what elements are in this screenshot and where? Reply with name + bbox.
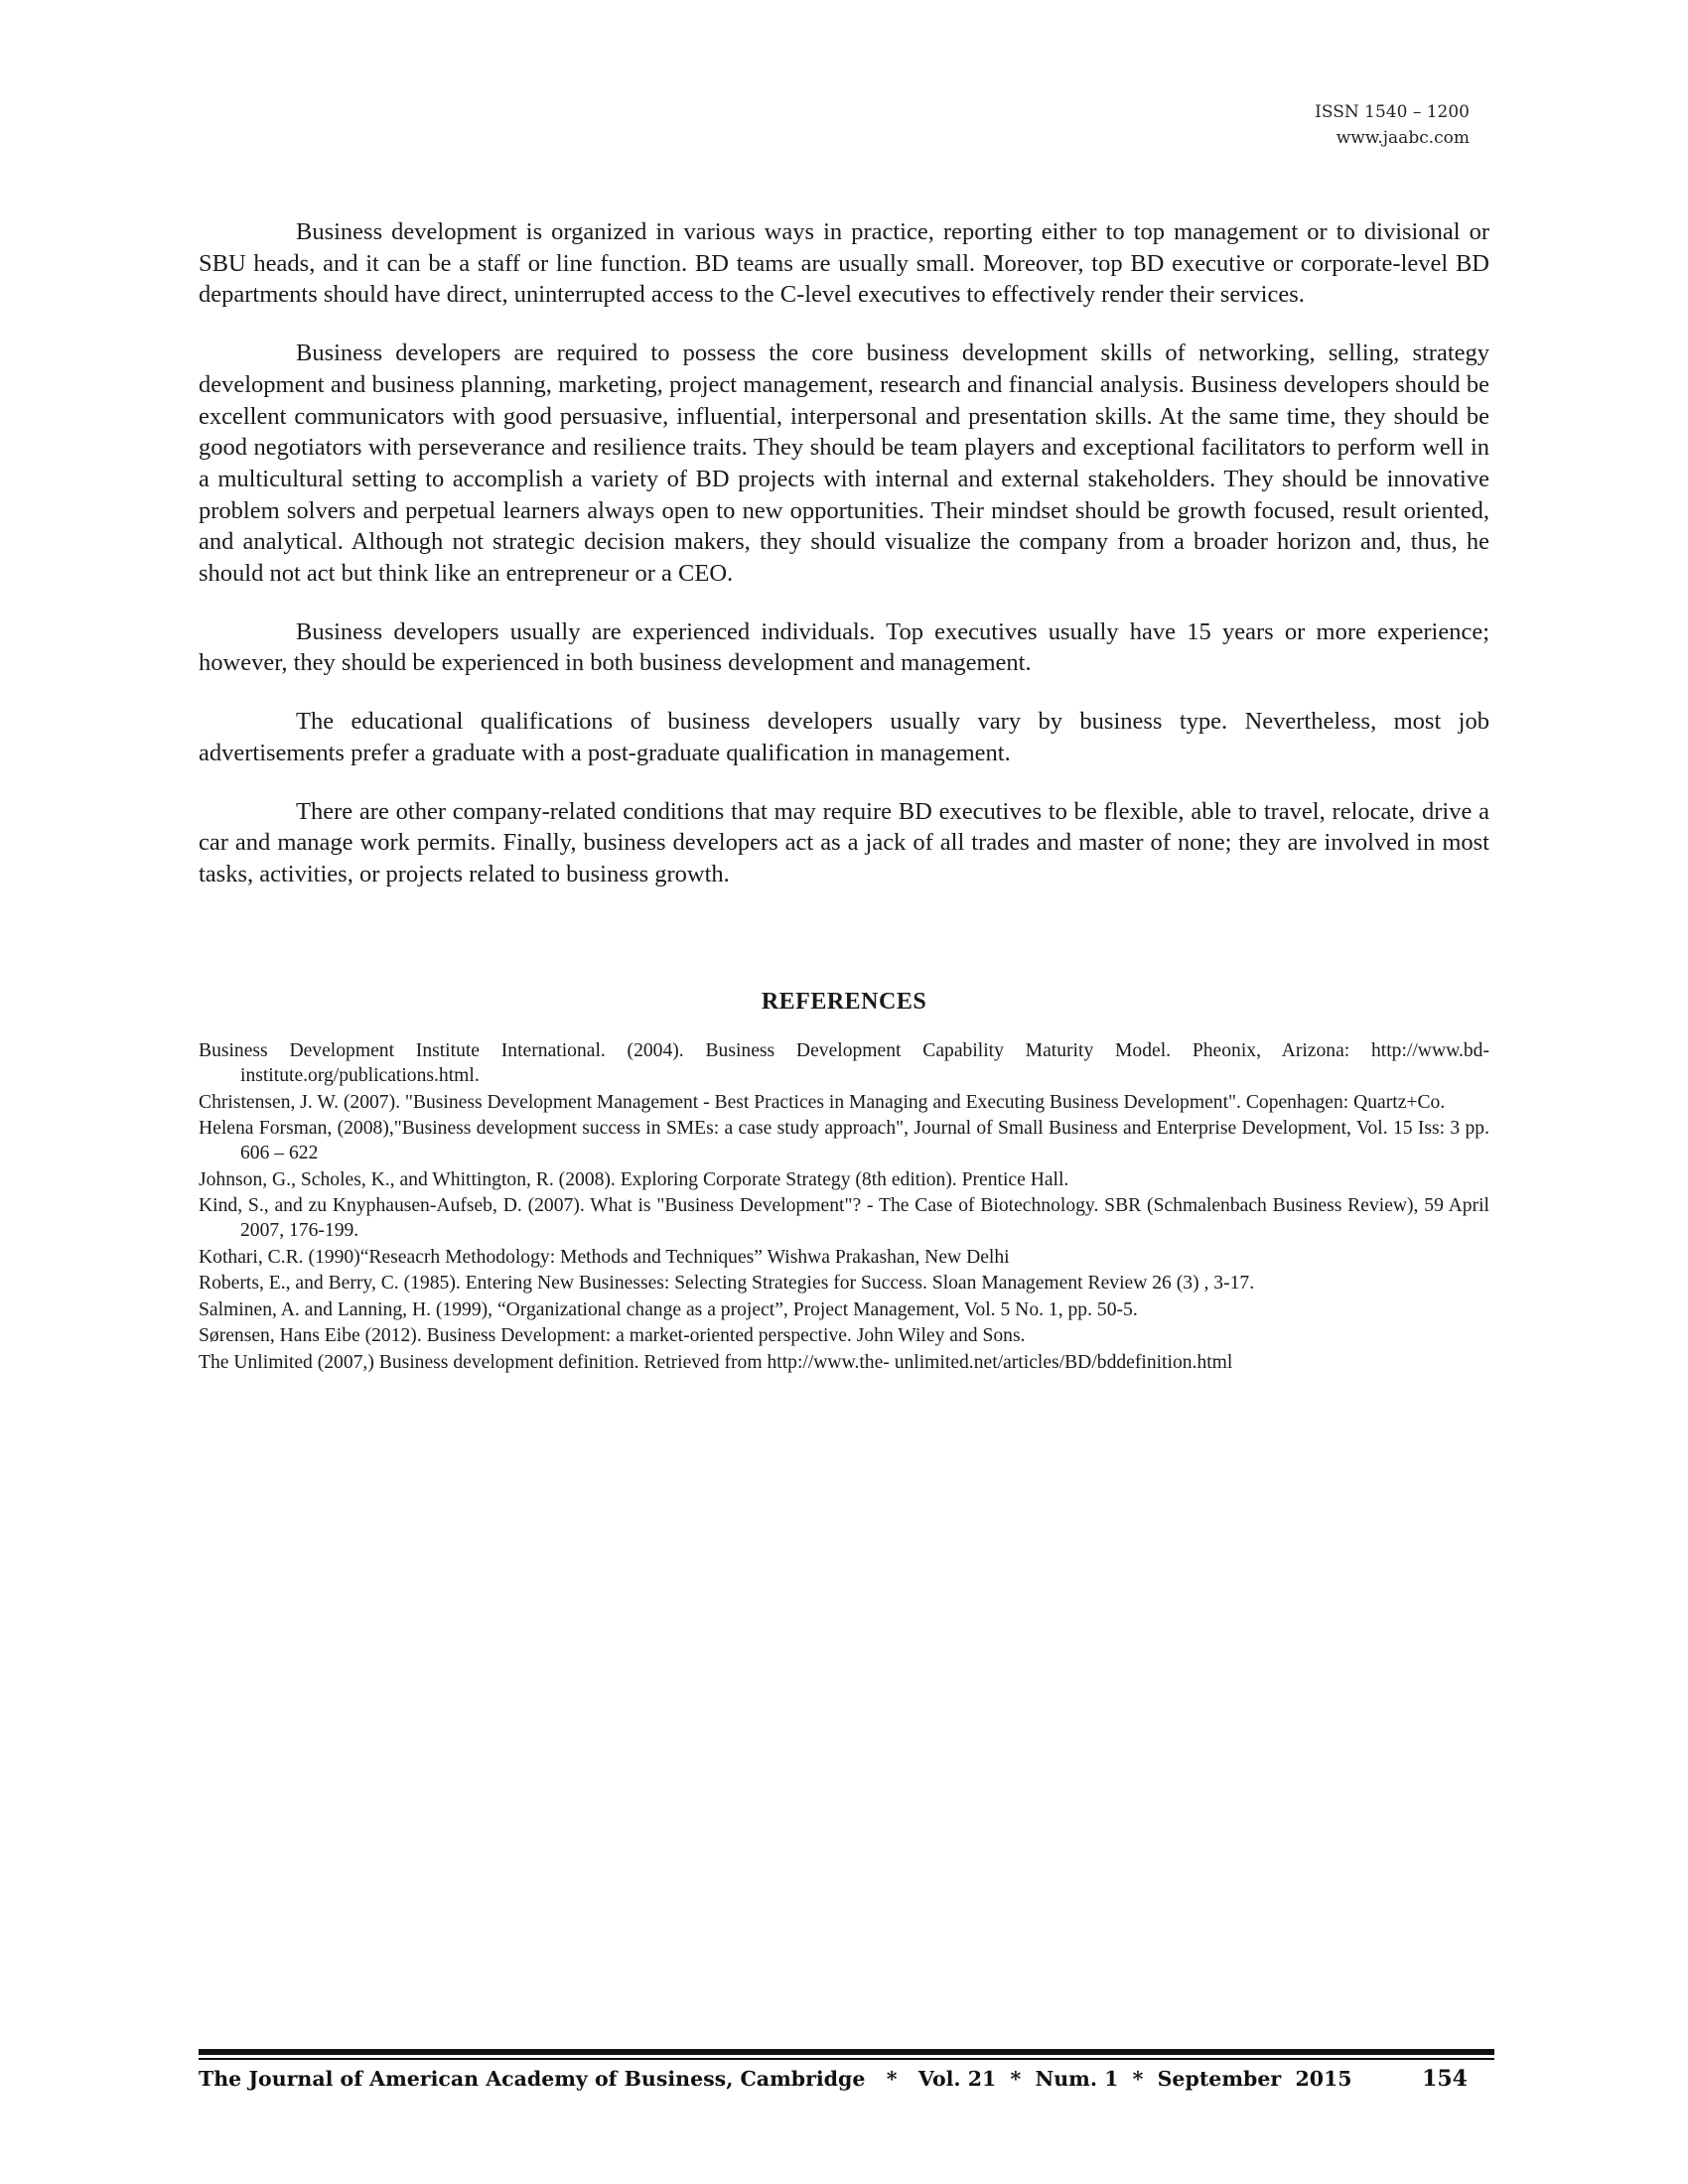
body-paragraph: Business development is organized in various ways in practice, reporting either to top management or to divisional or SBU heads, and it can be a staff or line function. BD teams are usually small. Moreover, top BD executive or corporate-level BD departments should have direct, uninterrupted access to the C-level executives to effectively render their services. [199, 218, 1489, 309]
reference-list [199, 1038, 1489, 1376]
reference-item: Kind, S., and zu Knyphausen-Aufseb, D. (2007). What is "Business Development"? - The Case of Biotechnology. SBR (Schmalenbach Business Review), 59 April 2007, 176-199. [199, 1195, 1489, 1241]
body-text [199, 216, 1489, 917]
body-paragraph: There are other company-related conditions that may require BD executives to be flexible, able to travel, relocate, drive a car and manage work permits. Finally, business developers act as a jack of all trades and master of none; they are involved in most tasks, activities, or projects related to business growth. [199, 797, 1489, 887]
journal-website: www.jaabc.com [1336, 128, 1470, 148]
body-paragraph: Business developers usually are experienced individuals. Top executives usually have 15 years or more experience; however, they should be experienced in both business development and management. [199, 617, 1489, 677]
journal-citation: The Journal of American Academy of Business, Cambridge * Vol. 21 * Num. 1 * September 2015 [199, 2067, 1352, 2091]
reference-item: Helena Forsman, (2008),"Business development success in SMEs: a case study approach", Journal of Small Business and Enterprise Development, Vol. 15 Iss: 3 pp. 606 – 622 [199, 1118, 1489, 1163]
references-heading: REFERENCES [761, 989, 927, 1015]
reference-item: Johnson, G., Scholes, K., and Whittington, R. (2008). Exploring Corporate Strategy (8th edition). Prentice Hall. [199, 1168, 1069, 1190]
reference-item: Kothari, C.R. (1990)“Reseacrh Methodology: Methods and Techniques” Wishwa Prakashan, New Delhi [199, 1246, 1010, 1268]
journal-identifier [1315, 99, 1470, 151]
issn-number: ISSN 1540 – 1200 [1315, 102, 1470, 122]
body-paragraph: Business developers are required to possess the core business development skills of networking, selling, strategy development and business planning, marketing, project management, research and financial analysis. Business developers should be excellent communicators with good persuasive, influential, interpersonal and presentation skills. At the same time, they should be good negotiators with perseverance and resilience traits. They should be team players and exceptional facilitators to perform well in a multicultural setting to accomplish a variety of BD projects with internal and external stakeholders. They should be innovative problem solvers and perpetual learners always open to new opportunities. Their mindset should be growth focused, result oriented, and analytical. Although not strategic decision makers, they should visualize the company from a broader horizon and, thus, he should not act but think like an entrepreneur or a CEO. [199, 340, 1489, 588]
reference-item: Business Development Institute International. (2004). Business Development Capability Maturity Model. Pheonix, Arizona: http://www.bd-institute.org/publications.html. [199, 1040, 1489, 1086]
footer-divider-thin [199, 2058, 1494, 2060]
body-paragraph: The educational qualifications of business developers usually vary by business type. Nevertheless, most job advertisements prefer a graduate with a post-graduate qualification in management. [199, 708, 1489, 766]
reference-item: Sørensen, Hans Eibe (2012). Business Development: a market-oriented perspective. John Wiley and Sons. [199, 1325, 1026, 1346]
reference-item: Salminen, A. and Lanning, H. (1999), “Organizational change as a project”, Project Management, Vol. 5 No. 1, pp. 50-5. [199, 1298, 1138, 1320]
reference-item: Christensen, J. W. (2007). "Business Development Management - Best Practices in Managing and Executing Business Development". Copenhagen: Quartz+Co. [199, 1091, 1446, 1113]
reference-item: The Unlimited (2007,) Business development definition. Retrieved from http://www.the- unlimited.net/articles/BD/bddefinition.html [199, 1351, 1233, 1373]
journal-footer [199, 2065, 1352, 2093]
reference-item: Roberts, E., and Berry, C. (1985). Entering New Businesses: Selecting Strategies for Success. Sloan Management Review 26 (3) , 3-17. [199, 1273, 1255, 1294]
page-number: 154 [1422, 2066, 1468, 2092]
footer-divider-thick [199, 2049, 1494, 2055]
